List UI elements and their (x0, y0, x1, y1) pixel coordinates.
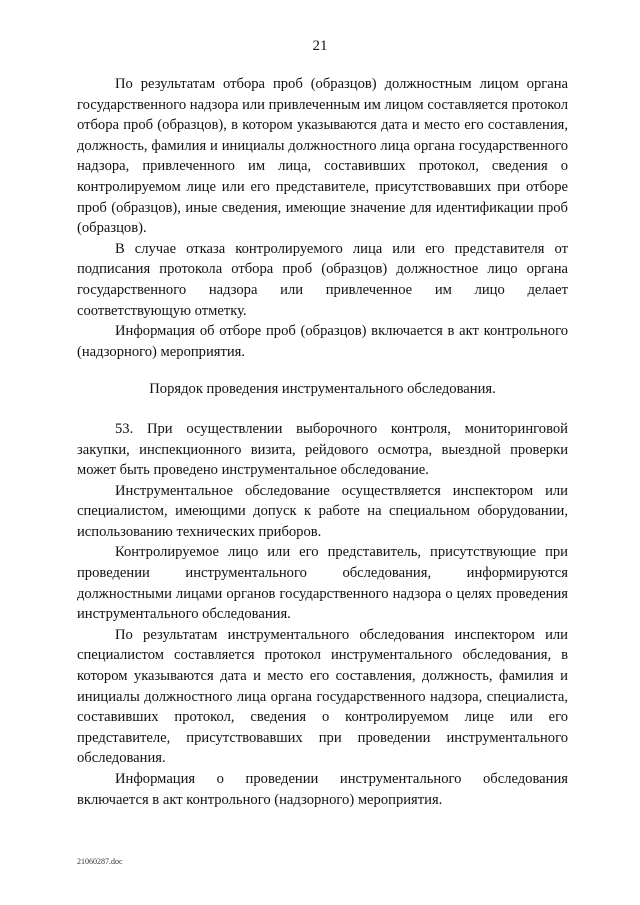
paragraph-53: 53. При осуществлении выборочного контроля, мониторинговой закупки, инспекционного визита, рейдового осмотра, выездной проверки может быть проведено инструментальное обследование. (77, 420, 568, 479)
paragraph-examination-info: Информация о проведении инструментального обследования включается в акт контрольного (надзорного) мероприятия. (77, 771, 568, 808)
paragraph-sampling-info: Информация об отборе проб (образцов) включается в акт контрольного (надзорного) мероприятия. (77, 323, 568, 360)
document-body (77, 74, 568, 810)
footer-filename: 21060287.doc (77, 857, 123, 866)
paragraph-refusal-to-sign: В случае отказа контролируемого лица или его представителя от подписания протокола отбора проб (образцов) должностное лицо органа государственного надзора или привлеченное им лицо делает соответствующую отметку. (77, 240, 568, 319)
section-heading: Порядок проведения инструментального обследования. (149, 381, 496, 398)
paragraph-inspector-access: Инструментальное обследование осуществляется инспектором или специалистом, имеющими допуск к работе на специальном оборудовании, использованию технических приборов. (77, 482, 568, 540)
paragraph-sampling-protocol: По результатам отбора проб (образцов) должностным лицом органа государственного надзора или привлеченным им лицом составляется протокол отбора проб (образцов), в котором указываются дата и место его составления, должность, фамилия и инициалы должностного лица органа государственного надзора, привлеченного им лица, составивших протокол, сведения о контролируемом лице или его представителе, присутствовавших при отборе проб (образцов), иные сведения, имеющие значение для идентификации проб (образцов). (77, 76, 568, 237)
paragraph-controlled-person-informed: Контролируемое лицо или его представитель, присутствующие при проведении инструментального обследования, информируются должностными лицами органов государственного надзора о целях проведения инструментального обследования. (77, 544, 568, 623)
page-number: 21 (312, 38, 328, 54)
paragraph-examination-protocol: По результатам инструментального обследования инспектором или специалистом составляется протокол инструментального обследования, в котором указываются дата и место его составления, должность, фамилия и инициалы должностного лица органа государственного надзора, специалиста, составивших протокол, сведения о контролируемом лице или его представителе, присутствовавших при проведении инструментального обследования. (77, 626, 568, 767)
